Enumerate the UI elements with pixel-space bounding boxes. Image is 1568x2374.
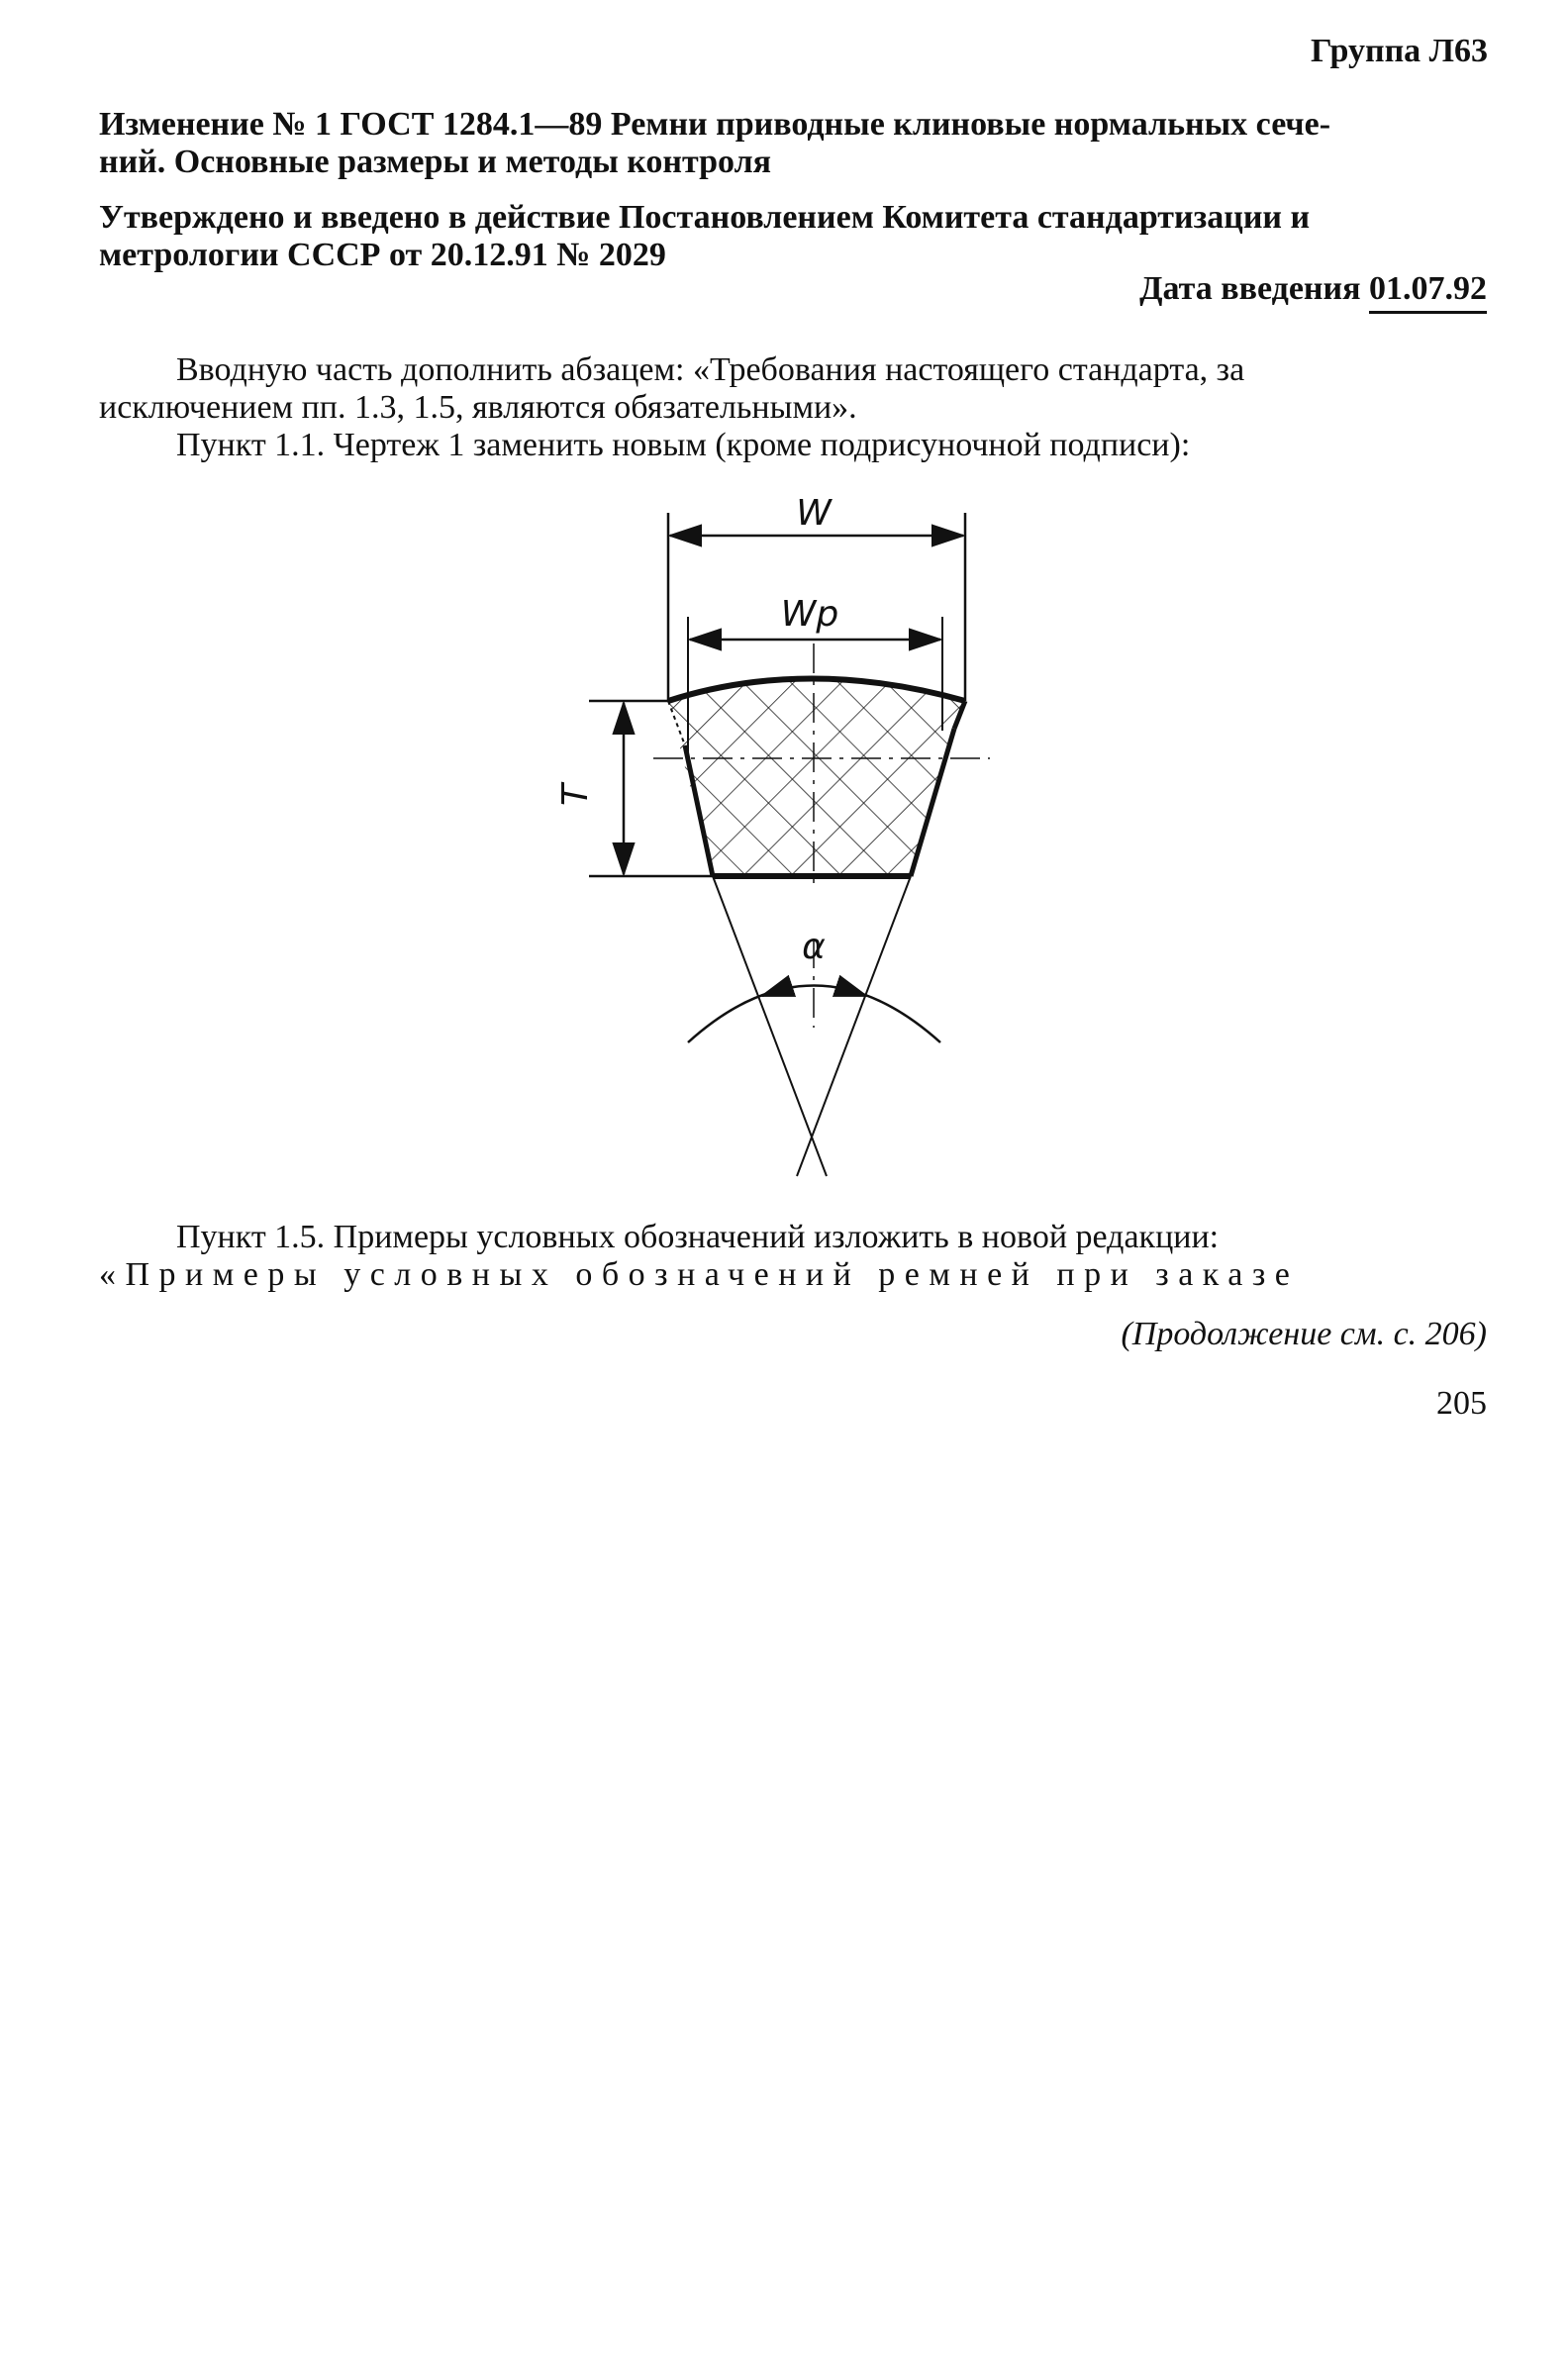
paragraph-1-line-1: Вводную часть дополнить абзацем: «Требования настоящего стандарта, за — [176, 351, 1245, 388]
paragraph-1-line-2: исключением пп. 1.3, 1.5, являются обязательными». — [99, 389, 857, 426]
paragraph-3-line-1: Пункт 1.5. Примеры условных обозначений изложить в новой редакции: — [176, 1219, 1220, 1255]
intro-date-value: 01.07.92 — [1369, 269, 1487, 314]
label-w: W — [796, 493, 832, 534]
belt-cross-section — [668, 679, 965, 877]
paragraph-2: Пункт 1.1. Чертеж 1 заменить новым (кроме подрисуночной подписи): — [176, 427, 1191, 463]
label-t: T — [555, 784, 596, 806]
paragraph-3-line-2: «Примеры условных обозначений ремней при заказе — [99, 1256, 1300, 1293]
label-alpha: α — [802, 927, 826, 967]
intro-date-label: Дата введения — [1139, 270, 1361, 307]
title-line-1: Изменение № 1 ГОСТ 1284.1—89 Ремни приводные клиновые нормальных сече- — [99, 106, 1331, 143]
label-wp: Wp — [780, 594, 839, 635]
approval-line-2: метрологии СССР от 20.12.91 № 2029 — [99, 237, 666, 273]
continuation-note: (Продолжение см. с. 206) — [1121, 1316, 1487, 1352]
intro-date — [1139, 269, 1487, 314]
group-label: Группа Л63 — [1311, 33, 1488, 69]
page-number: 205 — [1436, 1385, 1487, 1422]
title-line-2: ний. Основные размеры и методы контроля — [99, 144, 772, 180]
approval-line-1: Утверждено и введено в действие Постановлением Комитета стандартизации и — [99, 199, 1311, 236]
belt-section-drawing — [554, 493, 1029, 1206]
